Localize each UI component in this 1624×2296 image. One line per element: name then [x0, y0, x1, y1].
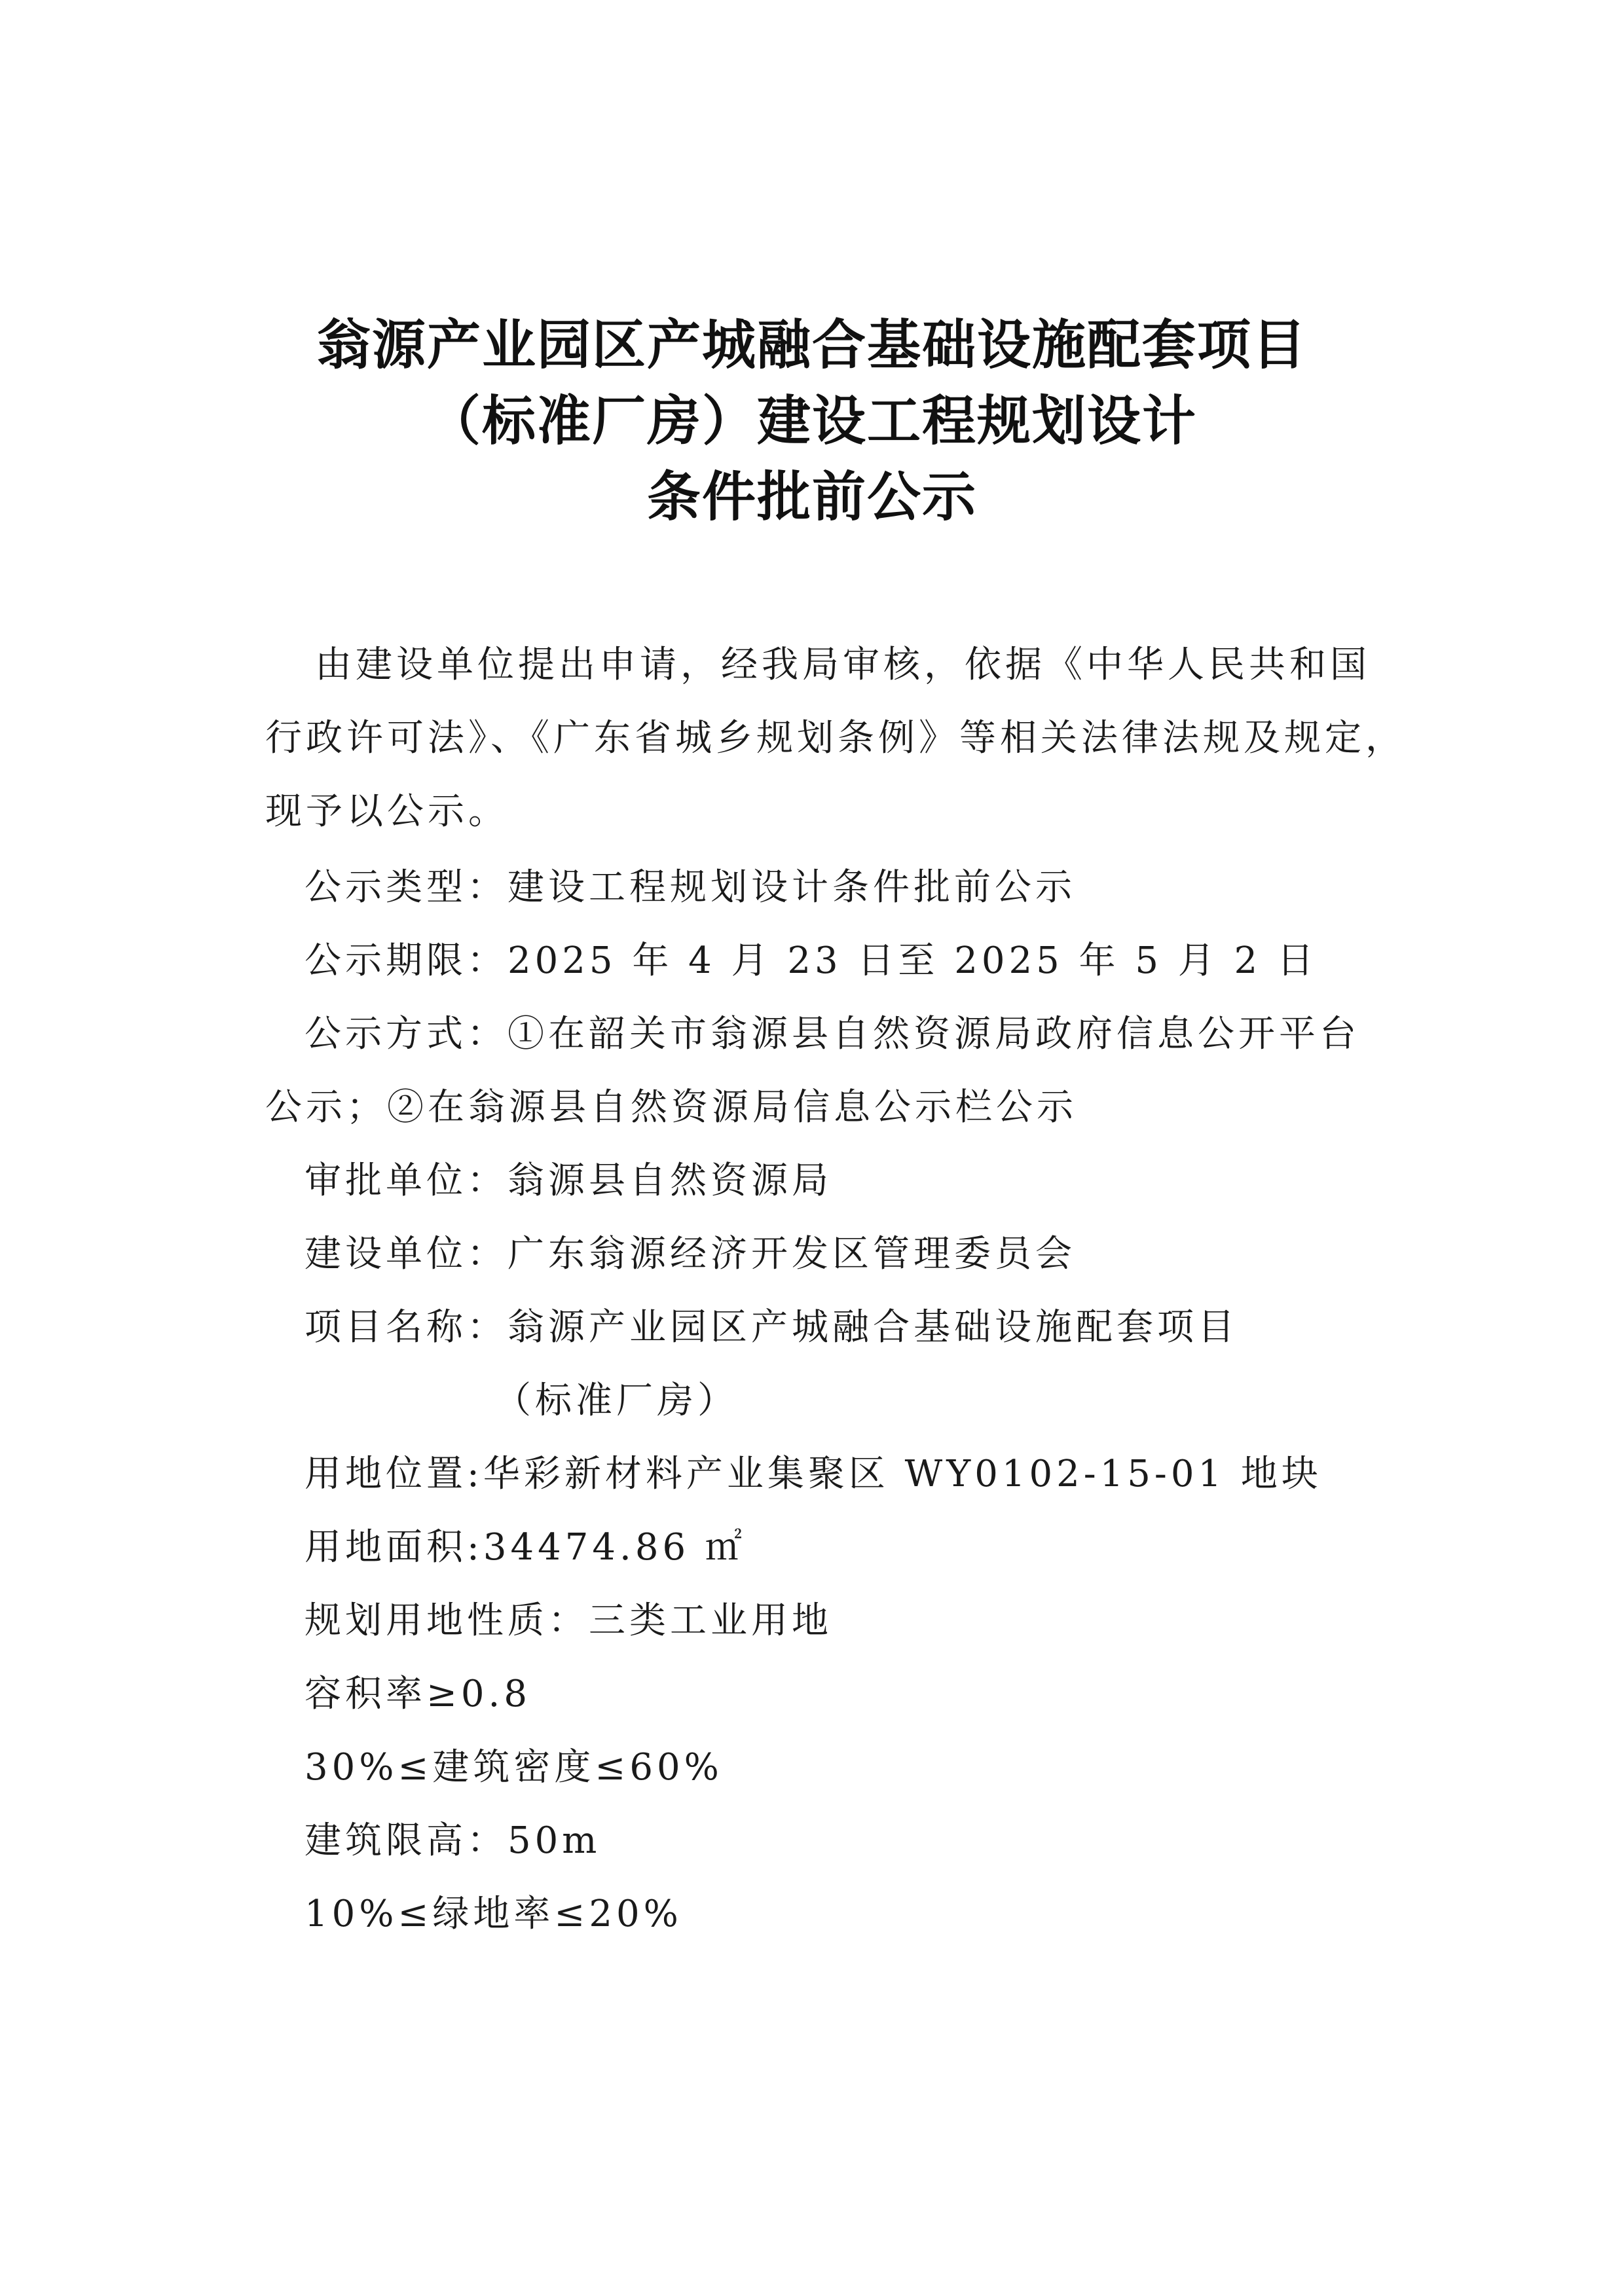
field-notice-method-line2: 公示；②在翁源县自然资源局信息公示栏公示 [265, 1086, 1077, 1129]
intro-paragraph [265, 629, 1444, 848]
field-project-name-line2: （标准厂房） [494, 1379, 738, 1422]
field-green-rate: 10%≤绿地率≤20% [304, 1893, 682, 1935]
field-project-name-line1: 项目名称：翁源产业园区产城融合基础设施配套项目 [304, 1306, 1238, 1349]
field-building-density: 30%≤建筑密度≤60% [304, 1746, 723, 1789]
notice-fields [265, 851, 1444, 1951]
field-approver: 审批单位：翁源县自然资源局 [304, 1159, 832, 1202]
document-title [196, 313, 1428, 541]
field-land-use: 规划用地性质：三类工业用地 [304, 1599, 832, 1642]
title-line-3: 条件批前公示 [646, 466, 977, 528]
intro-line-1: 由建设单位提出申请，经我局审核，依据《中华人民共和国 [315, 644, 1371, 686]
field-height-limit: 建筑限高：50m [304, 1819, 601, 1862]
intro-line-3: 现予以公示。 [265, 790, 509, 833]
field-land-area: 用地面积:34474.86 ㎡ [304, 1526, 746, 1569]
field-floor-area-ratio: 容积率≥0.8 [304, 1673, 531, 1715]
field-notice-period: 公示期限：2025 年 4 月 23 日至 2025 年 5 月 2 日 [304, 939, 1318, 982]
field-land-location: 用地位置:华彩新材料产业集聚区 WY0102-15-01 地块 [304, 1453, 1322, 1495]
field-notice-method-line1: 公示方式：①在韶关市翁源县自然资源局政府信息公开平台 [304, 1013, 1360, 1055]
field-notice-type: 公示类型：建设工程规划设计条件批前公示 [304, 866, 1076, 909]
intro-line-2: 行政许可法》、《广东省城乡规划条例》等相关法律法规及规定， [265, 717, 1406, 759]
title-line-1: 翁源产业园区产城融合基础设施配套项目 [316, 314, 1307, 376]
field-builder: 建设单位：广东翁源经济开发区管理委员会 [304, 1233, 1076, 1275]
title-line-2: （标准厂房）建设工程规划设计 [426, 390, 1197, 452]
